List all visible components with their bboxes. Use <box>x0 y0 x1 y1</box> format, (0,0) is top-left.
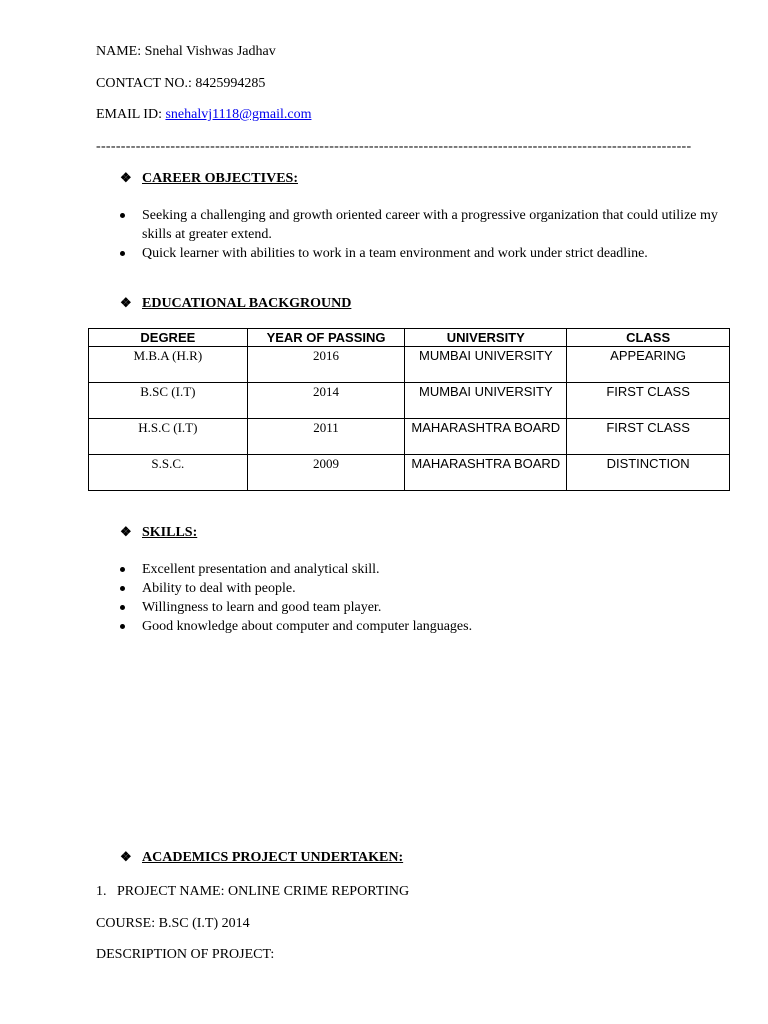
career-objectives-heading <box>120 170 298 187</box>
educational-background-title: EDUCATIONAL BACKGROUND <box>142 296 352 311</box>
column-header-class: CLASS <box>567 329 730 347</box>
name-line: NAME: Snehal Vishwas Jadhav <box>96 44 276 59</box>
university-cell: MUMBAI UNIVERSITY <box>405 383 567 419</box>
project-name-line: 1. PROJECT NAME: ONLINE CRIME REPORTING <box>96 884 410 899</box>
project-description-label: DESCRIPTION OF PROJECT: <box>96 947 275 962</box>
education-table <box>88 328 730 491</box>
skills-title: SKILLS: <box>142 525 198 540</box>
educational-background-heading <box>120 295 351 312</box>
degree-cell: B.SC (I.T) <box>89 383 248 419</box>
diamond-bullet-icon: ❖ <box>120 849 132 864</box>
skills-heading <box>120 524 197 541</box>
academic-projects-heading <box>120 849 403 866</box>
table-row <box>89 347 730 383</box>
project-course-line: COURSE: B.SC (I.T) 2014 <box>96 916 250 931</box>
academic-projects-title: ACADEMICS PROJECT UNDERTAKEN: <box>142 850 404 865</box>
class-cell: DISTINCTION <box>567 455 730 491</box>
degree-cell: H.S.C (I.T) <box>89 419 248 455</box>
table-row <box>89 455 730 491</box>
year-cell: 2011 <box>247 419 405 455</box>
list-item: Good knowledge about computer and computer languages. <box>118 617 718 636</box>
table-header-row <box>89 329 730 347</box>
skills-list <box>118 560 718 636</box>
column-header-university: UNIVERSITY <box>405 329 567 347</box>
table-row <box>89 419 730 455</box>
career-objectives-list <box>118 206 718 263</box>
list-item: Seeking a challenging and growth oriented career with a progressive organization that could utilize my skills at greater extend. <box>118 206 718 244</box>
email-line <box>96 107 311 123</box>
email-label: EMAIL ID: <box>96 107 166 122</box>
class-cell: FIRST CLASS <box>567 419 730 455</box>
section-divider: ------------------------------------------------------------------------------------------------------------------------ <box>96 139 692 154</box>
contact-number-line: CONTACT NO.: 8425994285 <box>96 76 266 91</box>
class-cell: FIRST CLASS <box>567 383 730 419</box>
university-cell: MUMBAI UNIVERSITY <box>405 347 567 383</box>
degree-cell: S.S.C. <box>89 455 248 491</box>
degree-cell: M.B.A (H.R) <box>89 347 248 383</box>
university-cell: MAHARASHTRA BOARD <box>405 455 567 491</box>
class-cell: APPEARING <box>567 347 730 383</box>
list-item: Ability to deal with people. <box>118 579 718 598</box>
list-item: Quick learner with abilities to work in a team environment and work under strict deadline. <box>118 244 718 263</box>
email-link[interactable]: snehalvj1118@gmail.com <box>165 107 312 122</box>
career-objectives-title: CAREER OBJECTIVES: <box>142 171 298 186</box>
diamond-bullet-icon: ❖ <box>120 295 132 310</box>
diamond-bullet-icon: ❖ <box>120 524 132 539</box>
diamond-bullet-icon: ❖ <box>120 170 132 185</box>
year-cell: 2014 <box>247 383 405 419</box>
column-header-degree: DEGREE <box>89 329 248 347</box>
university-cell: MAHARASHTRA BOARD <box>405 419 567 455</box>
year-cell: 2016 <box>247 347 405 383</box>
list-item: Excellent presentation and analytical skill. <box>118 560 718 579</box>
year-cell: 2009 <box>247 455 405 491</box>
table-row <box>89 383 730 419</box>
list-item: Willingness to learn and good team player. <box>118 598 718 617</box>
column-header-year: YEAR OF PASSING <box>247 329 405 347</box>
